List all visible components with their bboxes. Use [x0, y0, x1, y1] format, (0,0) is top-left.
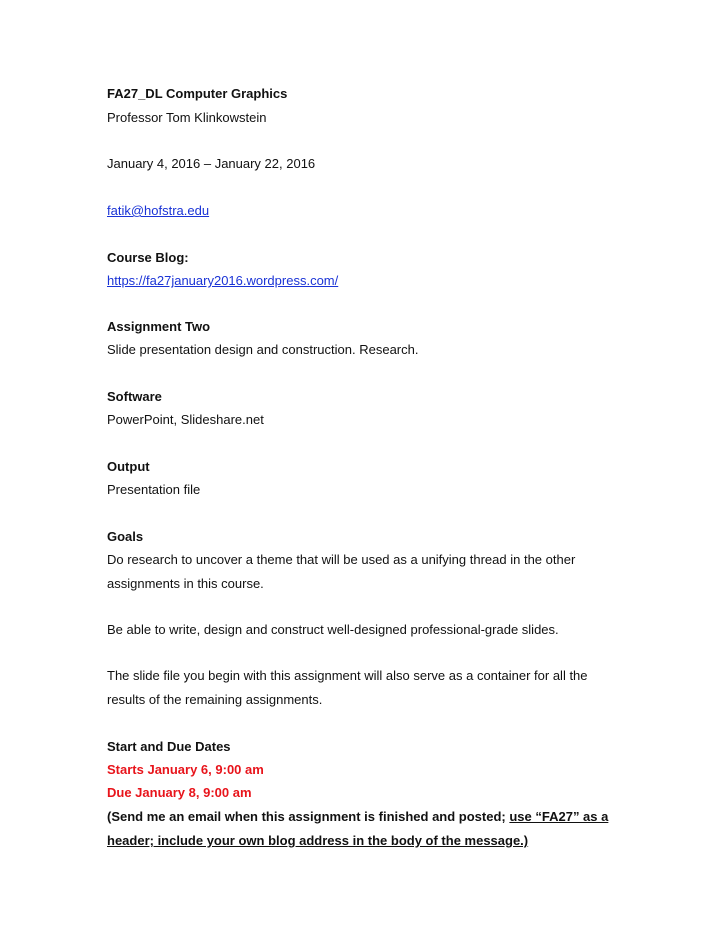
submission-note-line-1 — [107, 809, 608, 825]
goals-paragraph-1-line-2: assignments in this course. — [107, 576, 264, 591]
submission-note-underlined-1: use “FA27” as a — [509, 809, 609, 824]
course-dates: January 4, 2016 – January 22, 2016 — [107, 156, 316, 171]
goals-paragraph-3-line-1: The slide file you begin with this assignment will also serve as a container for all the — [107, 668, 588, 683]
email-link[interactable]: fatik@hofstra.edu — [107, 203, 210, 218]
output-heading: Output — [107, 459, 150, 474]
blog-heading: Course Blog: — [107, 250, 189, 265]
software-value: PowerPoint, Slideshare.net — [107, 412, 264, 427]
output-value: Presentation file — [107, 482, 201, 497]
due-date: Due January 8, 9:00 am — [107, 785, 252, 800]
goals-heading: Goals — [107, 529, 144, 544]
goals-paragraph-1-line-1: Do research to uncover a theme that will be used as a unifying thread in the other — [107, 552, 576, 567]
submission-note-plain: (Send me an email when this assignment is finished and posted; — [107, 809, 510, 824]
assignment-heading: Assignment Two — [107, 319, 211, 334]
assignment-description: Slide presentation design and construction. Research. — [107, 342, 419, 357]
start-date: Starts January 6, 9:00 am — [107, 762, 264, 777]
course-title: FA27_DL Computer Graphics — [107, 86, 288, 101]
software-heading: Software — [107, 389, 162, 404]
professor-name: Professor Tom Klinkowstein — [107, 110, 267, 125]
goals-paragraph-3-line-2: results of the remaining assignments. — [107, 692, 323, 707]
submission-note-line-2: header; include your own blog address in the body of the message.) — [107, 833, 529, 848]
dates-heading: Start and Due Dates — [107, 739, 231, 754]
goals-paragraph-2: Be able to write, design and construct well-designed professional-grade slides. — [107, 622, 559, 637]
blog-link[interactable]: https://fa27january2016.wordpress.com/ — [107, 273, 339, 288]
